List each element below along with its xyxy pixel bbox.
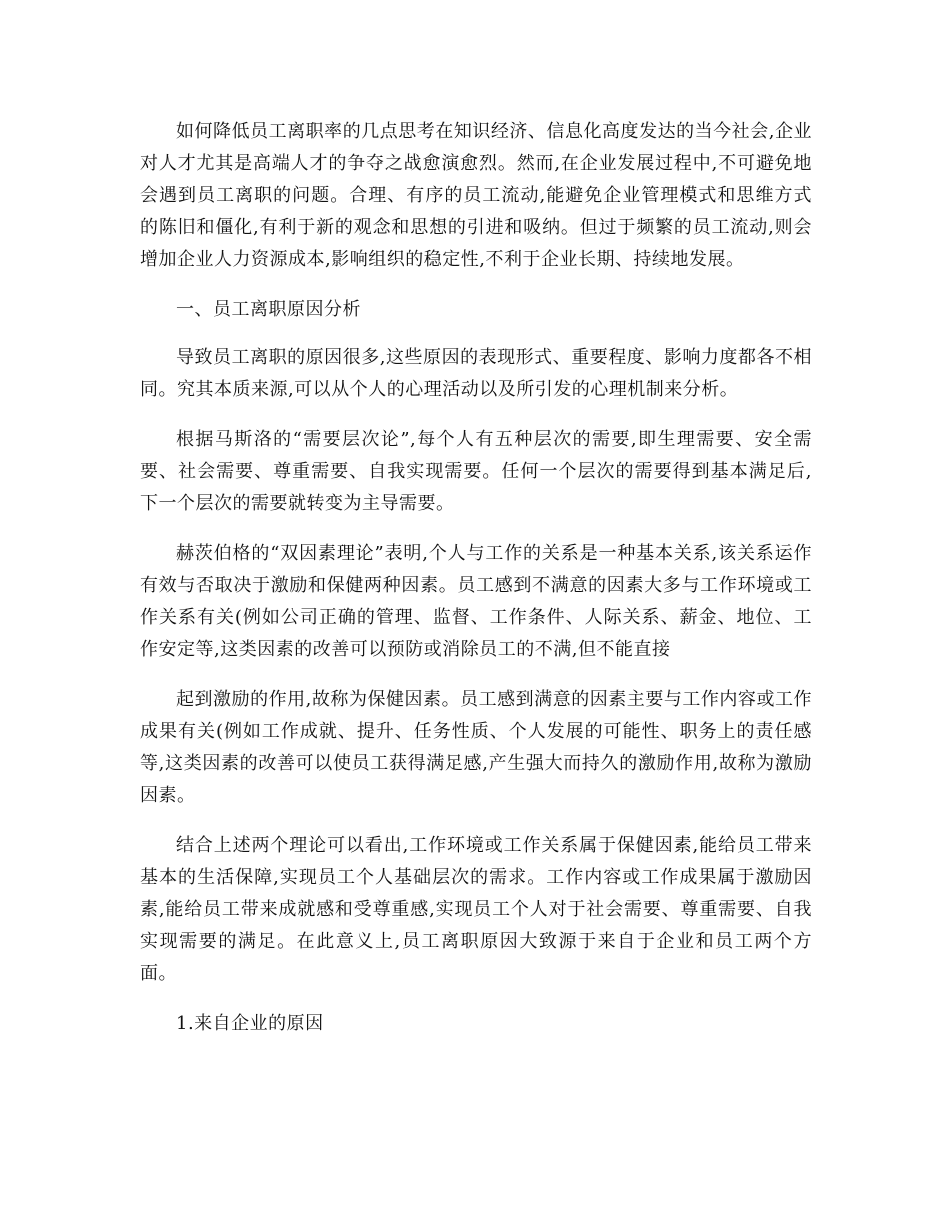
paragraph-intro: 如何降低员工离职率的几点思考在知识经济、信息化高度发达的当今社会,企业对人才尤其是高端人才的争夺之战愈演愈烈。然而,在企业发展过程中,不可避免地会遇到员工离职的问题。合理、有序的员工流动,能避免企业管理模式和思维方式的陈旧和僵化,有利于新的观念和思想的引进和吸纳。但过于频繁的员工流动,则会增加企业人力资源成本,影响组织的稳定性,不利于企业长期、持续地发展。 [140,121,812,270]
paragraph-maslow: 根据马斯洛的“需要层次论”,每个人有五种层次的需要,即生理需要、安全需要、社会需要、尊重需要、自我实现需要。任何一个层次的需要得到基本满足后,下一个层次的需要就转变为主导需要。 [140,429,812,514]
paragraph-combined: 结合上述两个理论可以看出,工作环境或工作关系属于保健因素,能给员工带来基本的生活保障,实现员工个人基础层次的需求。工作内容或工作成果属于激励因素,能给员工带来成就感和受尊重感,实现员工个人对于社会需要、尊重需要、自我实现需要的满足。在此意义上,员工离职原因大致源于来自于企业和员工两个方面。 [140,835,812,984]
subsection-heading-1: 1.来自企业的原因 [176,1013,324,1034]
paragraph-motivation: 起到激励的作用,故称为保健因素。员工感到满意的因素主要与工作内容或工作成果有关(例如工作成就、提升、任务性质、个人发展的可能性、职务上的责任感等,这类因素的改善可以使员工获得满足感,产生强大而持久的激励作用,故称为激励因素。 [140,689,812,806]
section-heading-1: 一、员工离职原因分析 [176,299,361,320]
paragraph-herzberg: 赫茨伯格的“双因素理论”表明,个人与工作的关系是一种基本关系,该关系运作有效与否取决于激励和保健两种因素。员工感到不满意的因素大多与工作环境或工作关系有关(例如公司正确的管理、监督、工作条件、人际关系、薪金、地位、工作安定等,这类因素的改善可以预防或消除员工的不满,但不能直接 [140,543,812,660]
document-body [140,116,812,1056]
paragraph-causes: 导致员工离职的原因很多,这些原因的表现形式、重要程度、影响力度都各不相同。究其本质来源,可以从个人的心理活动以及所引发的心理机制来分析。 [140,347,812,400]
